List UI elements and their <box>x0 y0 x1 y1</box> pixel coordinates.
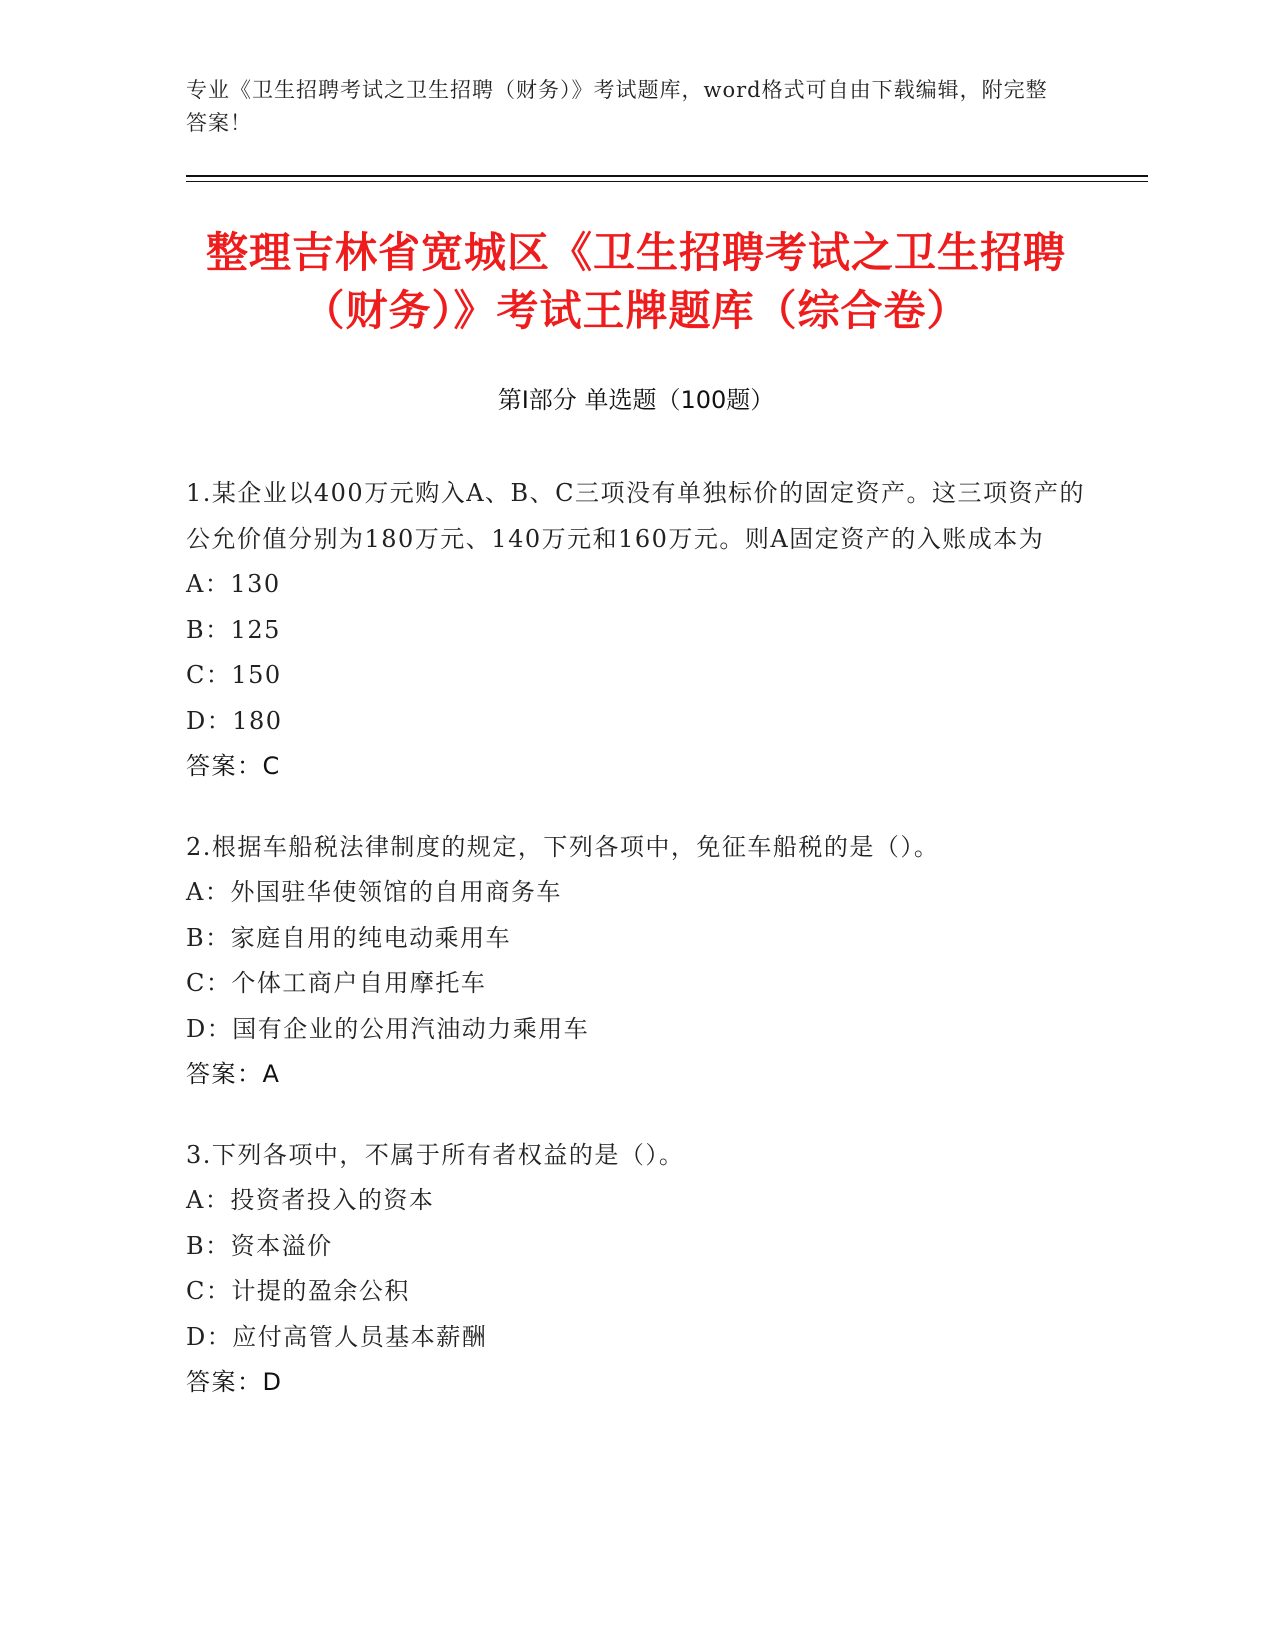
option-a: A：外国驻华使领馆的自用商务车 <box>186 878 562 906</box>
option-d: D：应付高管人员基本薪酬 <box>186 1322 488 1351</box>
answer: 答案：C <box>186 752 281 780</box>
header-rule-thick <box>186 175 1148 177</box>
question-3 <box>186 1133 1086 1406</box>
question-list <box>186 471 1086 1441</box>
answer: 答案：A <box>186 1060 281 1088</box>
header-note: 专业《卫生招聘考试之卫生招聘（财务）》考试题库，word格式可自由下载编辑，附完整答案！ <box>186 78 1048 135</box>
option-c: C：150 <box>186 661 282 689</box>
option-d: D：国有企业的公用汽油动力乘用车 <box>186 1014 590 1043</box>
document-title: 整理吉林省宽城区《卫生招聘考试之卫生招聘（财务）》考试王牌题库（综合卷） <box>205 228 1066 335</box>
answer: 答案：D <box>186 1368 283 1396</box>
option-b: B：家庭自用的纯电动乘用车 <box>186 923 512 952</box>
question-1 <box>186 471 1086 790</box>
option-a: A：投资者投入的资本 <box>186 1186 435 1214</box>
option-c: C：计提的盈余公积 <box>186 1277 410 1305</box>
question-stem: 1.某企业以400万元购入A、B、C三项没有单独标价的固定资产。这三项资产的公允价值分别为180万元、140万元和160万元。则A固定资产的入账成本为 <box>186 479 1086 553</box>
option-d: D：180 <box>186 706 283 735</box>
header-rule-thin <box>186 181 1148 182</box>
question-stem: 2.根据车船税法律制度的规定，下列各项中，免征车船税的是（）。 <box>186 832 940 861</box>
option-b: B：资本溢价 <box>186 1231 333 1260</box>
option-a: A：130 <box>186 570 281 598</box>
question-2 <box>186 825 1086 1098</box>
option-c: C：个体工商户自用摩托车 <box>186 969 487 997</box>
question-stem: 3.下列各项中，不属于所有者权益的是（）。 <box>186 1140 685 1169</box>
option-b: B：125 <box>186 615 281 644</box>
section-heading: 第Ⅰ部分 单选题（100题） <box>497 386 775 414</box>
